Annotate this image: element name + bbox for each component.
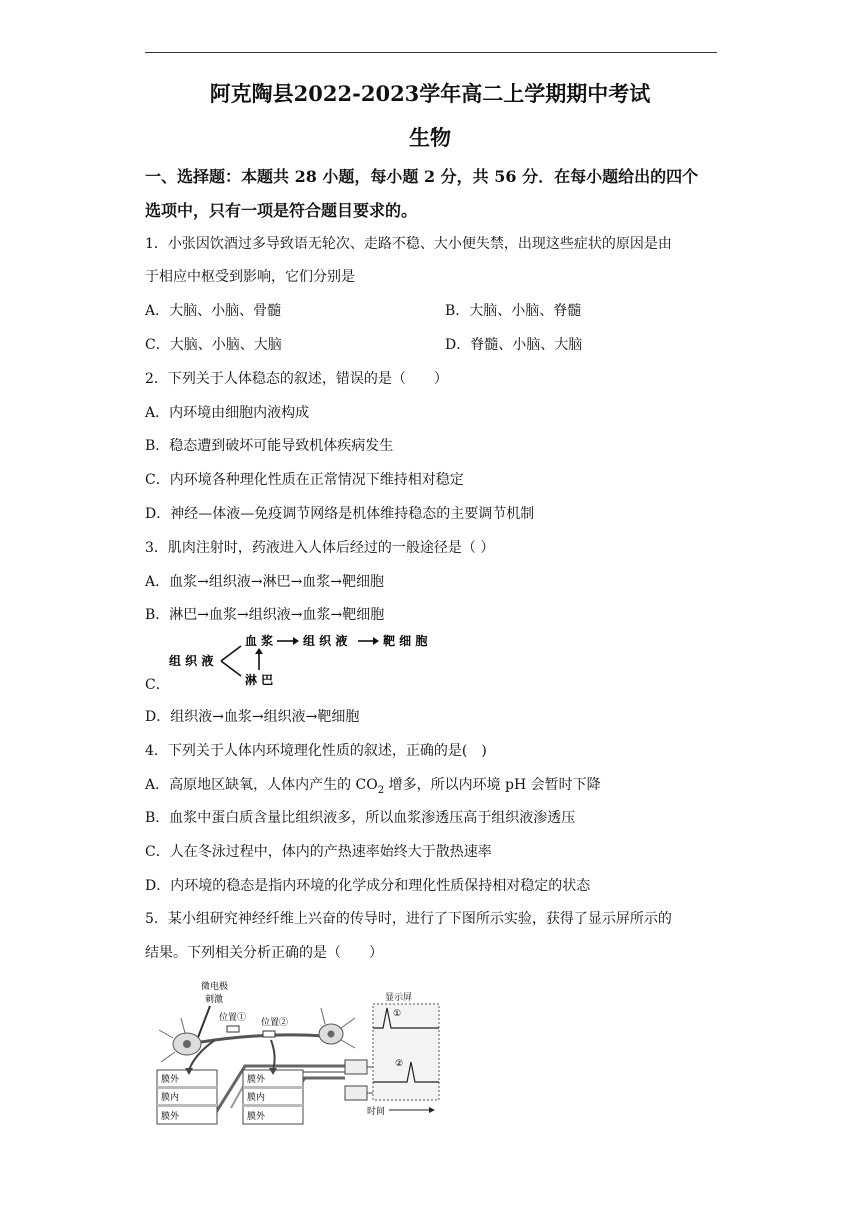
diagram-top-tissue: 组 织 液 — [303, 634, 348, 648]
q5-experiment-figure — [155, 978, 445, 1128]
right-inner-label: 膜内 — [247, 1093, 266, 1103]
q3-option-c-label: C． — [145, 677, 170, 693]
q3-option-a: A．血浆→组织液→淋巴→血浆→靶细胞 — [145, 574, 385, 590]
left-outer2-label: 膜外 — [161, 1112, 180, 1122]
q3-stem: 3．肌肉注射时，药液进入人体后经过的一般途径是（ ） — [145, 540, 495, 556]
q4-option-b: B．血浆中蛋白质含量比组织液多，所以血浆渗透压高于组织液渗透压 — [145, 810, 576, 826]
fig-position-2: 位置② — [261, 1018, 289, 1028]
q1-stem-1: 1．小张因饮酒过多导致语无轮次、走路不稳、大小便失禁，出现这些症状的原因是由 — [145, 236, 672, 252]
q4-stem: 4．下列关于人体内环境理化性质的叙述，正确的是( ) — [145, 743, 487, 759]
q5-stem-1: 5．某小组研究神经纤维上兴奋的传导时，进行了下图所示实验，获得了显示屏所示的 — [145, 911, 672, 927]
membrane-panel-right — [243, 1070, 303, 1124]
fig-time-label: 时间 — [367, 1107, 386, 1117]
fig-electrode-label: 微电极 — [201, 982, 229, 992]
left-outer-label: 膜外 — [161, 1075, 180, 1085]
section-heading-line1: 一、选择题：本题共 28 小题，每小题 2 分，共 56 分．在每小题给出的四个 — [145, 167, 699, 186]
diagram-target-cell: 靶 细 胞 — [383, 634, 428, 648]
q5-stem-2: 结果。下列相关分析正确的是（ ） — [145, 945, 383, 961]
q4-option-c: C．人在冬泳过程中，体内的产热速率始终大于散热速率 — [145, 844, 492, 860]
q1-stem-2: 于相应中枢受到影响，它们分别是 — [145, 269, 355, 285]
fig-trace-2: ② — [395, 1059, 404, 1069]
q4-option-a-post: 增多，所以内环境 pH 会暂时下降 — [384, 777, 601, 793]
diagram-lymph: 淋 巴 — [245, 673, 274, 687]
fig-trace-1: ① — [393, 1009, 402, 1019]
neuron-left-icon — [159, 1018, 201, 1062]
section-heading-line2: 选项中，只有一项是符合题目要求的。 — [145, 201, 418, 220]
fig-screen-label: 显示屏 — [385, 993, 413, 1003]
fig-stimulus-label: 刺激 — [205, 995, 224, 1005]
neuron-right-icon — [319, 1008, 355, 1048]
q3-option-d: D．组织液→血浆→组织液→靶细胞 — [145, 709, 360, 725]
subject-title: 生物 — [409, 125, 451, 150]
q4-option-a-sub: 2 — [377, 784, 385, 796]
membrane-panel-left — [157, 1070, 217, 1124]
q1-option-c: C．大脑、小脑、大脑 — [145, 337, 282, 353]
q4-option-a — [145, 774, 601, 796]
q1-option-a: A．大脑、小脑、骨髓 — [145, 303, 282, 319]
q2-option-c: C．内环境各种理化性质在正常情况下维持相对稳定 — [145, 472, 464, 488]
right-outer2-label: 膜外 — [247, 1112, 266, 1122]
q4-option-a-pre: A．高原地区缺氧，人体内产生的 CO — [145, 777, 378, 793]
q1-option-d: D．脊髓、小脑、大脑 — [445, 337, 583, 353]
q4-option-d: D．内环境的稳态是指内环境的化学成分和理化性质保持相对稳定的状态 — [145, 878, 591, 894]
q3-option-b: B．淋巴→血浆→组织液→血浆→靶细胞 — [145, 607, 385, 623]
left-inner-label: 膜内 — [161, 1093, 180, 1103]
right-outer-label: 膜外 — [247, 1075, 266, 1085]
diagram-left-label: 组 织 液 — [169, 654, 214, 668]
q2-stem: 2．下列关于人体稳态的叙述，错误的是（ ） — [145, 371, 448, 387]
q2-option-a: A．内环境由细胞内液构成 — [145, 405, 310, 421]
q3-option-c-diagram — [165, 628, 445, 690]
q2-option-b: B．稳态遭到破坏可能导致机体疾病发生 — [145, 438, 394, 454]
q1-option-b: B．大脑、小脑、脊髓 — [445, 303, 582, 319]
top-rule — [145, 52, 717, 53]
exam-title: 阿克陶县2022-2023学年高二上学期期中考试 — [209, 81, 651, 106]
fig-position-1: 位置① — [219, 1013, 247, 1023]
diagram-top-plasma: 血 浆 — [245, 634, 274, 648]
q2-option-d: D．神经—体液—免疫调节网络是机体维持稳态的主要调节机制 — [145, 506, 535, 522]
